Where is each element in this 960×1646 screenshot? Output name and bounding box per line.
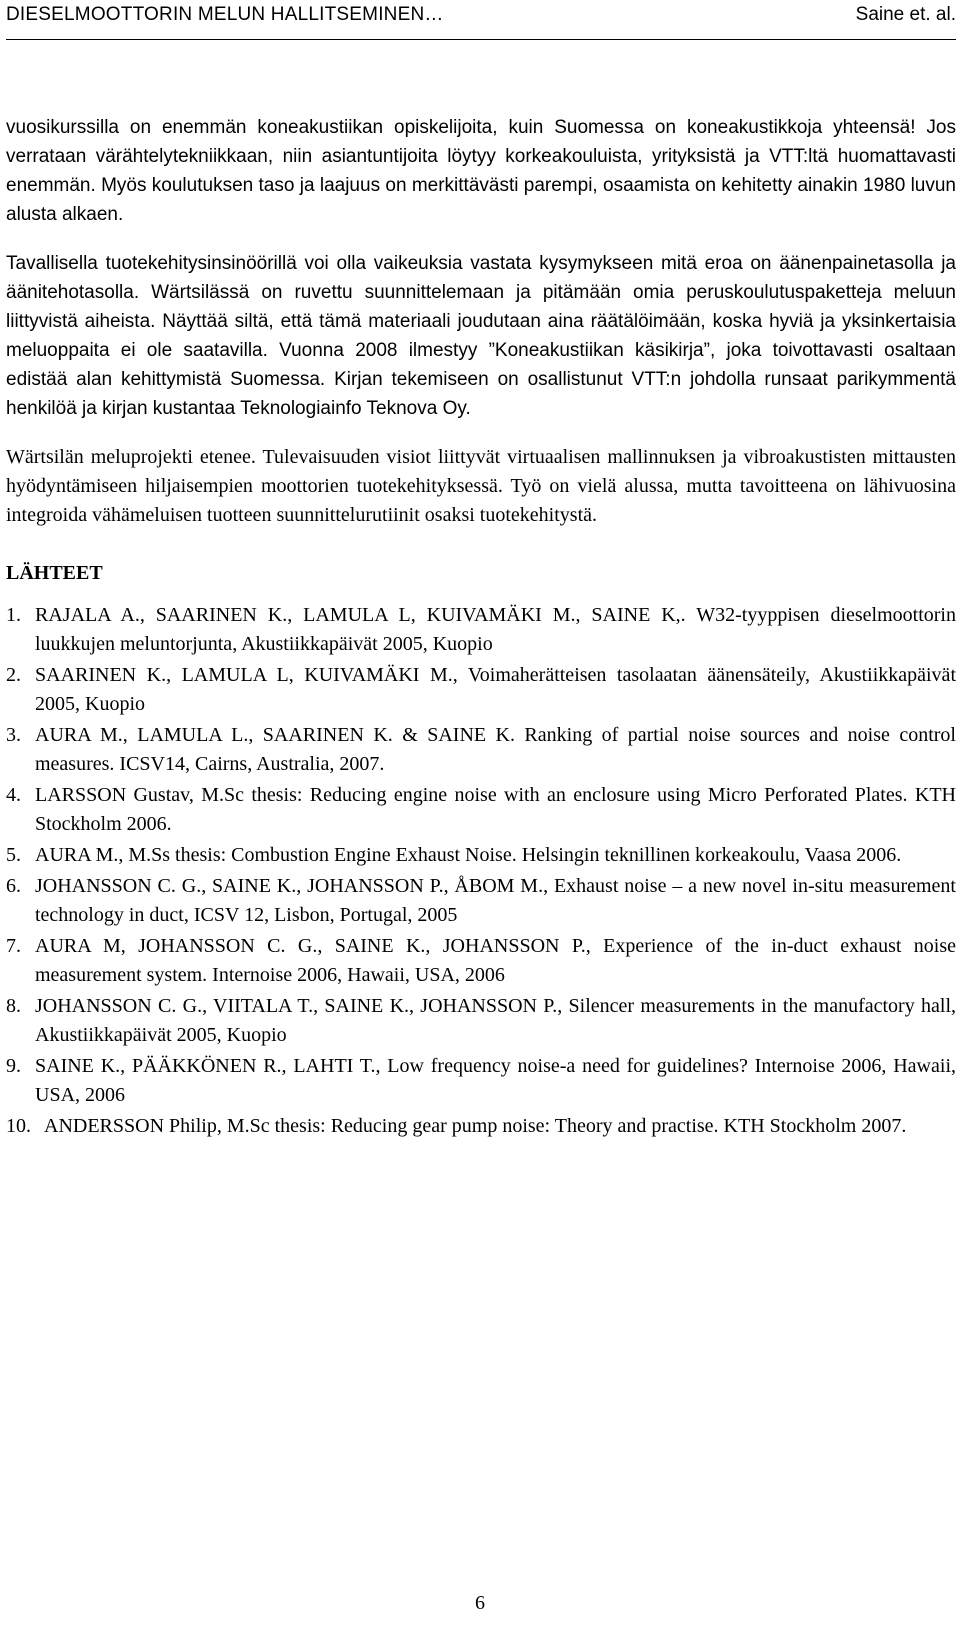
reference-item (6, 601, 956, 659)
reference-number: 8. (6, 995, 21, 1017)
reference-number: 6. (6, 875, 21, 897)
body-paragraph: Wärtsilän meluprojekti etenee. Tulevaisuuden visiot liittyvät virtuaalisen mallinnuksen ja vibroakustisten mittausten hyödyntämiseen hiljaisempien moottorien tuotekehityksessä. Työ on vielä alussa, mutta tavoitteena on lähivuosina integroida vähämeluisen tuotteen suunnittelurutiinit osaksi tuotekehitystä. (6, 446, 956, 526)
reference-text: AURA M., M.Ss thesis: Combustion Engine Exhaust Noise. Helsingin teknillinen korkeakoulu, Vaasa 2006. (35, 844, 902, 866)
reference-text: RAJALA A., SAARINEN K., LAMULA L, KUIVAMÄKI M., SAINE K,. W32-tyyppisen dieselmoottorin luukkujen meluntorjunta, Akustiikkapäivät 2005, Kuopio (35, 604, 956, 655)
reference-text: SAINE K., PÄÄKKÖNEN R., LAHTI T., Low frequency noise-a need for guidelines? Internoise 2006, Hawaii, USA, 2006 (35, 1055, 956, 1106)
reference-number: 9. (6, 1055, 21, 1077)
running-title: DIESELMOOTTORIN MELUN HALLITSEMINEN… (6, 4, 444, 25)
reference-item (6, 932, 956, 990)
reference-text: JOHANSSON C. G., VIITALA T., SAINE K., JOHANSSON P., Silencer measurements in the manufactory hall, Akustiikkapäivät 2005, Kuopio (35, 995, 956, 1046)
page-body (6, 113, 956, 1143)
running-authors: Saine et. al. (855, 4, 956, 25)
body-paragraph: vuosikurssilla on enemmän koneakustiikan opiskelijoita, kuin Suomessa on koneakustikkoja yhteensä! Jos verrataan värähtelytekniikkaan, niin asiantuntijoita löytyy korkeakouluista, yrityksistä ja VTT:ltä huomattavasti enemmän. Myös koulutuksen taso ja laajuus on merkittävästi parempi, osaamista on kehitetty ainakin 1980 luvun alusta alkaen. (6, 117, 956, 225)
reference-text: ANDERSSON Philip, M.Sc thesis: Reducing gear pump noise: Theory and practise. KTH Stockholm 2007. (44, 1115, 907, 1137)
body-paragraph: Tavallisella tuotekehitysinsinöörillä voi olla vaikeuksia vastata kysymykseen mitä eroa on äänenpainetasolla ja äänitehotasolla. Wärtsilässä on ruvettu suunnittelemaan ja pitämään omia peruskoulutuspaketteja meluun liittyvistä aiheista. Näyttää siltä, että tämä materiaali joudutaan aina räätälöimään, koska hyviä ja yksinkertaisia meluoppaita ei ole saatavilla. Vuonna 2008 ilmestyy ”Koneakustiikan käsikirja”, joka toivottavasti osaltaan edistää alan kehittymistä Suomessa. Kirjan tekemiseen on osallistunut VTT:n johdolla runsaat parikymmentä henkilöä ja kirjan kustantaa Teknologiainfo Teknova Oy. (6, 253, 956, 419)
page-number: 6 (475, 1592, 485, 1614)
page-header (0, 0, 960, 40)
reference-text: JOHANSSON C. G., SAINE K., JOHANSSON P., ÅBOM M., Exhaust noise – a new novel in-situ measurement technology in duct, ICSV 12, Lisbon, Portugal, 2005 (35, 875, 956, 926)
reference-text: AURA M., LAMULA L., SAARINEN K. & SAINE K. Ranking of partial noise sources and noise control measures. ICSV14, Cairns, Australia, 2007. (35, 724, 956, 775)
reference-number: 3. (6, 724, 21, 746)
reference-number: 1. (6, 604, 21, 626)
reference-item (6, 1112, 956, 1141)
reference-text: SAARINEN K., LAMULA L, KUIVAMÄKI M., Voimaherätteisen tasolaatan äänensäteily, Akustiikkapäivät 2005, Kuopio (35, 664, 956, 715)
reference-item (6, 781, 956, 839)
header-rule (6, 39, 956, 40)
reference-item (6, 872, 956, 930)
references-heading: LÄHTEET (6, 562, 103, 584)
reference-text: LARSSON Gustav, M.Sc thesis: Reducing engine noise with an enclosure using Micro Perforated Plates. KTH Stockholm 2006. (35, 784, 956, 835)
reference-number: 7. (6, 935, 21, 957)
reference-number: 10. (6, 1115, 31, 1137)
reference-number: 5. (6, 844, 21, 866)
reference-number: 2. (6, 664, 21, 686)
reference-item (6, 992, 956, 1050)
reference-list (6, 601, 956, 1141)
reference-item (6, 661, 956, 719)
reference-item (6, 1052, 956, 1110)
reference-item (6, 841, 956, 870)
reference-item (6, 721, 956, 779)
reference-text: AURA M, JOHANSSON C. G., SAINE K., JOHANSSON P., Experience of the in-duct exhaust noise measurement system. Internoise 2006, Hawaii, USA, 2006 (35, 935, 956, 986)
reference-number: 4. (6, 784, 21, 806)
